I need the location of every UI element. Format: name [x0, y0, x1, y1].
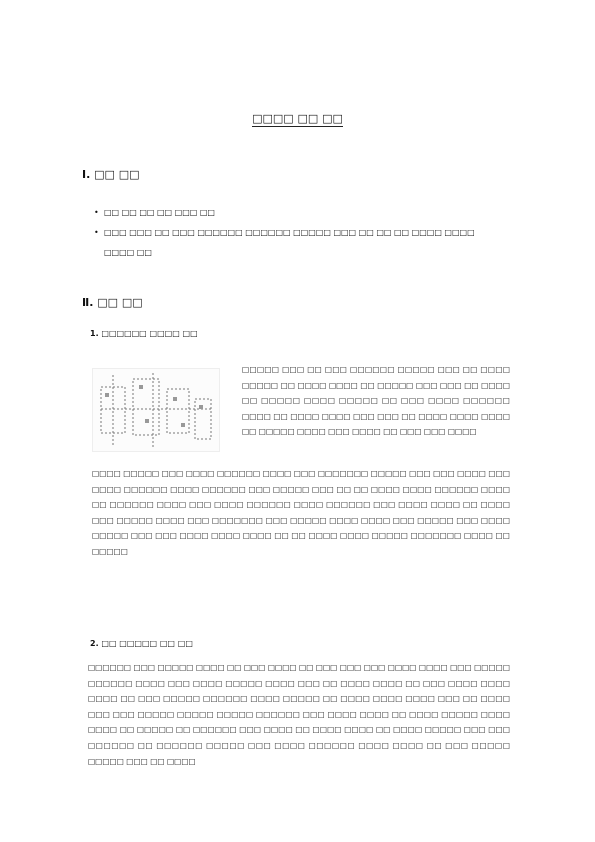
- bullet-text-2-tail: □□□□ □□: [104, 248, 152, 257]
- paragraph-2: □□□□□□ □□□ □□□□□ □□□□ □□ □□□ □□□□ □□ □□□ □□□ □□□ □□□□ □□□□ □□□ □□□□□ □□□□□□ □□□□ □□□ □□□□ □□□□□ □□□□ □□□ □□ □□□□ □□□□ □□ □□□ □□□□ □□□□ □□□□ □□ □□□ □□□□□ □□□□□□ □□□□ □□□□□ □□ □□□□ □□□□ □□□□ □□□ □□ □□□□ □□□ □□□ □□□□□ □□□□□ □□□□□ □□□□□□ □□□ □□□□ □□□□ □□ □□□□ □□□□□ □□□□ □□□□ □□ □□□□□ □□ □□□□□□ □□□ □□□□ □□ □□□□ □□□□ □□ □□□□ □□□□□ □□□ □□□ □□□□□□ □□ □□□□□□ □□□□□ □□□ □□□□ □□□□□□ □□□□ □□□□ □□ □□□ □□□□□ □□□□□ □□□ □□ □□□□: [88, 663, 510, 766]
- document-title-text: □□□□ □□ □□: [252, 112, 343, 125]
- figure-image: [92, 368, 220, 452]
- bullet-text-2: □□□ □□□ □□ □□□ □□□□□□ □□□□□□ □□□□□ □□□ □□ □□ □□ □□□□ □□□□: [104, 228, 475, 237]
- list-item: • □□□ □□□ □□ □□□ □□□□□□ □□□□□□ □□□□□ □□□ □□ □□ □□ □□□□ □□□□: [94, 228, 475, 237]
- paragraph-1-right: □□□□□ □□□ □□ □□□ □□□□□□ □□□□□ □□□ □□ □□□□ □□□□□ □□ □□□□ □□□□ □□ □□□□□ □□□ □□□ □□ □□□□ □□ □□□□□ □□□□ □□□□□ □□ □□□ □□□□ □□□□□□ □□□□ □□ □□□□ □□□□ □□□ □□□ □□ □□□□ □□□□ □□□□ □□ □□□□□ □□□□ □□□ □□□□ □□ □□□ □□□ □□□□: [242, 365, 510, 437]
- list-item-continuation: [94, 243, 514, 263]
- figure-graphic: [93, 369, 219, 451]
- list-item: • □□ □□ □□ □□ □□□ □□: [94, 208, 215, 217]
- subheading-2: 2. □□ □□□□□ □□ □□: [90, 639, 193, 648]
- section-heading-1: Ⅰ. □□ □□: [82, 168, 140, 181]
- document-title: [0, 112, 595, 126]
- objective-list: [94, 203, 514, 263]
- section-heading-2: Ⅱ. □□ □□: [82, 296, 143, 309]
- bullet-text-1: □□ □□ □□ □□ □□□ □□: [104, 208, 215, 217]
- subheading-1: 1. □□□□□□ □□□□ □□: [90, 329, 198, 338]
- paragraph-1: □□□□ □□□□□ □□□ □□□□ □□□□□□ □□□□ □□□ □□□□□□□ □□□□□ □□□ □□□ □□□□ □□□ □□□□ □□□□□□ □□□□ □□□□□□ □□□ □□□□□ □□□ □□ □□ □□□□ □□□□ □□□□□□ □□□□ □□ □□□□□□ □□□□ □□□ □□□□ □□□□□□ □□□□ □□□□□□ □□□ □□□□ □□□□ □□ □□□□ □□□ □□□□□ □□□□ □□□ □□□□□□□ □□□ □□□□□ □□□□ □□□□ □□□ □□□□□ □□□ □□□□ □□□□□ □□□ □□□ □□□□ □□□□ □□□□ □□ □□ □□□□ □□□□ □□□□□ □□□□□□□ □□□□ □□ □□□□□: [92, 469, 510, 556]
